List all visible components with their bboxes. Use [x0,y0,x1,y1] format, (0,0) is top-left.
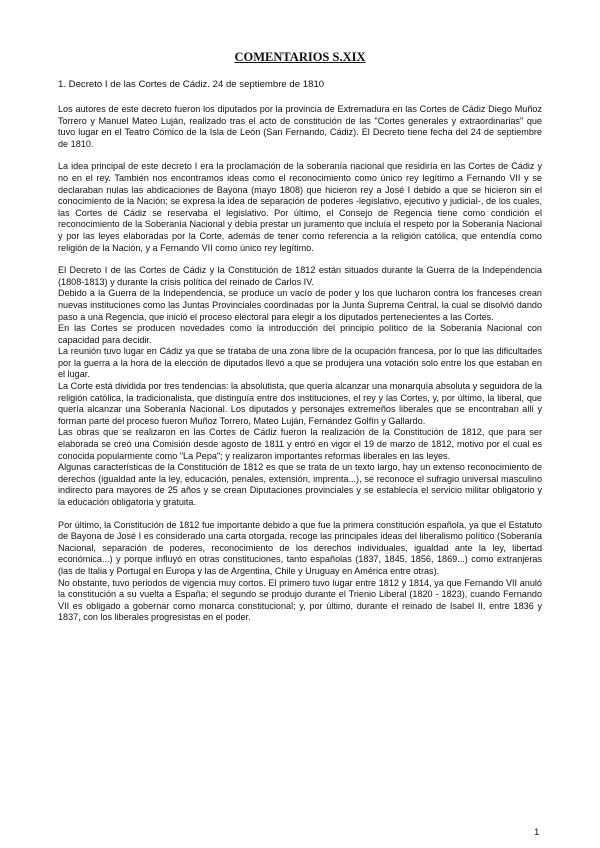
paragraph-novelties: En las Cortes se producen novedades como la introducción del principio político de la Soberanía Nacional con capacidad para decidir. [58,323,542,345]
paragraph-vigencia: No obstante, tuvo periodos de vigencia muy cortos. El primero tuvo lugar entre 1812 y 1814, ya que Fernando VII anuló la constitución a su vuelta a España; el segundo se produjo durante el Trienio Liberal (1820 - 1823), cuando Fernando VII es obligado a gobernar como monarca constitucional; y, por último, durante el reinado de Isabel II, entre 1836 y 1837, con los liberales progresistas en el poder. [58,577,542,623]
paragraph-authors: Los autores de este decreto fueron los diputados por la provincia de Extremadura en las Cortes de Cádiz Diego Muñoz Torrero y Manuel Mateo Luján, realizado tras el acto de constitución de las "Cortes generales y extraordinarias" que tuvo lugar en el Teatro Cómico de la Isla de León (San Fernando, Cádiz). El Decreto tiene fecha del 24 de septiembre de 1810. [58,104,542,149]
paragraph-location: La reunión tuvo lugar en Cádiz ya que se trataba de una zona libre de la ocupación francesa, por lo que las dificultades por la guerra a la hora de la elección de diputados llevó a que se produjera una votación solo entre los que estaban en el lugar. [58,346,542,380]
paragraph-context: El Decreto I de las Cortes de Cádiz y la Constitución de 1812 están situados durante la Guerra de la Independencia (1808-1813) y durante la crisis política del reinado de Carlos IV. [58,265,542,287]
paragraph-tendencies: La Corte está dividida por tres tendencias: la absolutista, que quería alcanzar una monarquía absoluta y seguidora de la religión católica, la tradicionalista, que distinguía entre dos instituciones, el rey y las Cortes, y, por último, la liberal, que quería alcanzar una Soberanía Nacional. Los diputados y personajes extremeños liberales que se encontraban allí y forman parte del proceso fueron Muñoz Torrero, Mateo Luján, Fernández Golfín y Gallardo. [58,381,542,426]
paragraph-characteristics: Algunas características de la Constitución de 1812 es que se trata de un texto largo, hay un extenso reconocimiento de derechos (igualdad ante la ley, educación, penales, extensión, imprenta...), se reconoce el sufragio universal masculino indirecto para mayores de 25 años y se crean Diputaciones provinciales y se establecía el servicio militar obligatorio y la educación obligatoria y gratuita. [58,462,542,507]
paragraph-works: Las obras que se realizaron en las Cortes de Cádiz fueron la realización de la Constitución de 1812, que para ser elaborada se creó una Comisión desde agosto de 1811 y entró en vigor el 19 de marzo de 1812, motivo por el cual es conocida popularmente como "La Pepa"; y realizaron importantes reformas liberales en las leyes. [58,427,542,461]
paragraph-war: Debido a la Guerra de la Independencia, se produce un vacío de poder y los que lucharon contra los franceses crean nuevas instituciones como las Juntas Provinciales coordinadas por la Junta Suprema Central, la cual se disolvió dando paso a una Regencia, que inició el proceso electoral para elegir a los diputados pertenecientes a las Cortes. [58,288,542,322]
document-page [58,50,542,624]
paragraph-importance: Por último, la Constitución de 1812 fue importante debido a que fue la primera constitución española, ya que el Estatuto de Bayona de José I es considerado una carta otorgada, recoge las principales ideas del liberalismo político (Soberanía Nacional, separación de poderes, reconocimiento de los derechos individuales, igualdad ante la ley, libertad económica...) y porque influyó en otras constituciones, tanto españolas (1837, 1845, 1856, 1869...) como extranjeras (las de Italia y Portugal en Europa y las de Argentina, Chile y Uruguay en América entre otras). [58,519,542,576]
paragraph-main-idea: La idea principal de este decreto I era la proclamación de la soberanía nacional que residiría en las Cortes de Cádiz y no en el rey. También nos encontramos ideas como el reconocimiento como único rey legítimo a Fernando VII y se declaraban nulas las abdicaciones de Bayona (mayo 1808) que hicieron rey a José I debido a que se hicieron sin el conocimiento de la Nación; se expresa la idea de separación de poderes -legislativo, ejecutivo y judicial-, de los cuales, las Cortes de Cádiz se reservaba el legislativo. Por último, el Consejo de Regencia tiene como condición el reconocimiento de la Soberanía Nacional y debía prestar un juramento que incluía el respeto por la Soberanía Nacional y por las leyes elaboradas por la Corte, además de tener como referencia a la religión católica, que entendía como religión de la Nación, y a Fernando VII como único rey legítimo. [58,161,542,253]
page-number: 1 [534,827,540,838]
document-title: COMENTARIOS S.XIX [234,50,366,64]
section-heading: 1. Decreto I de las Cortes de Cádiz. 24 de septiembre de 1810 [58,79,325,90]
